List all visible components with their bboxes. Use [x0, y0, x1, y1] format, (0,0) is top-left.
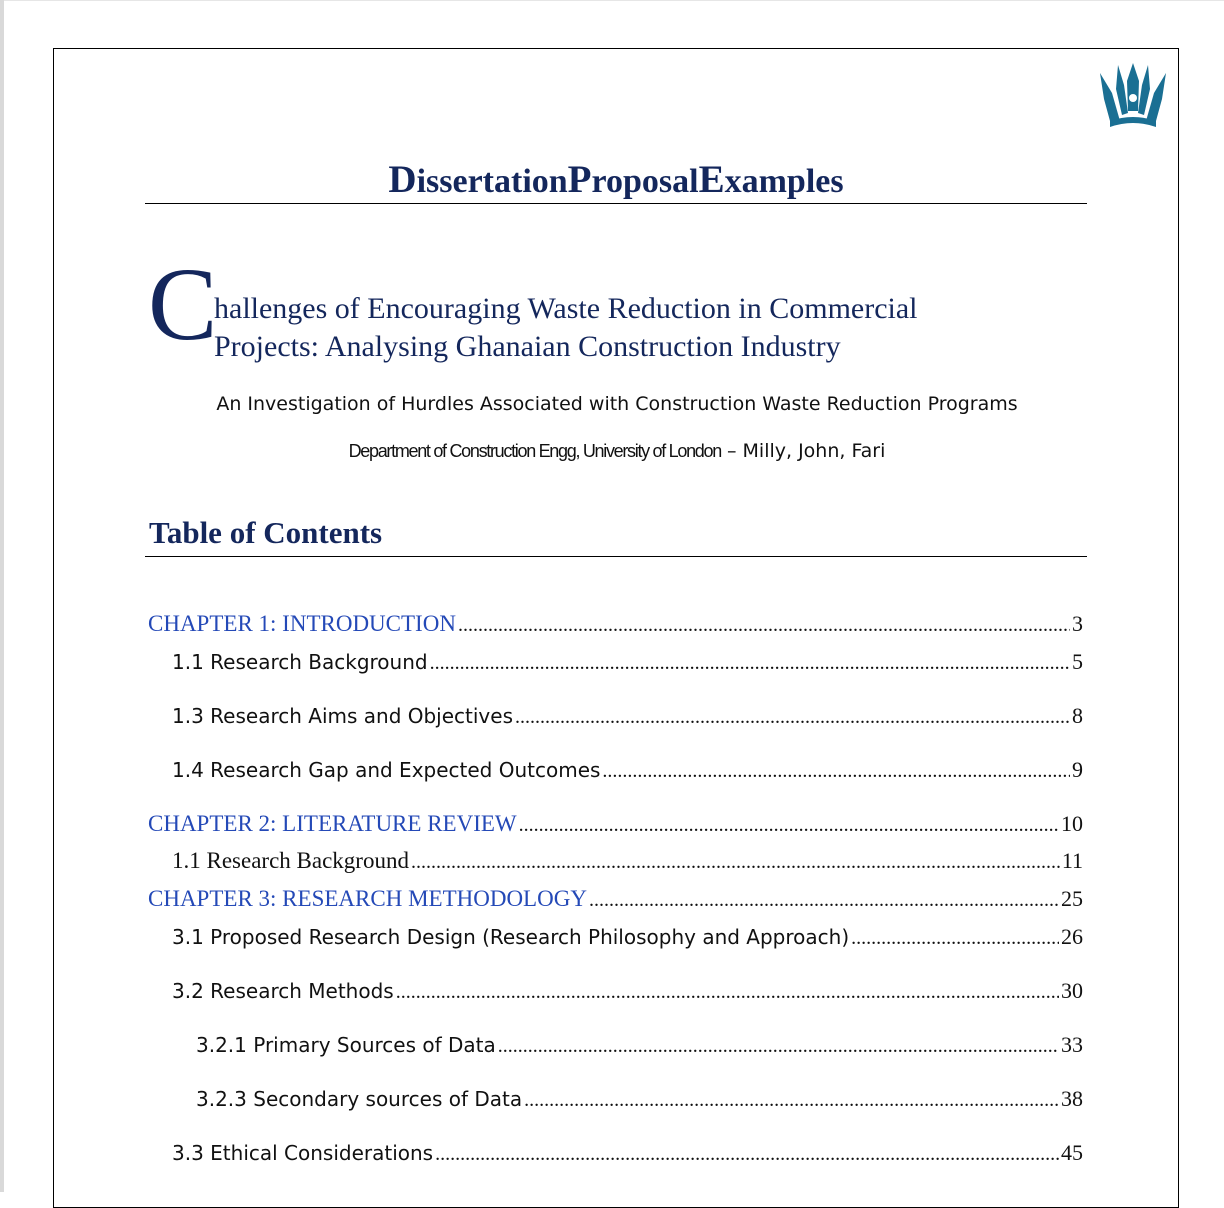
title-cap-p: P — [567, 158, 592, 201]
paper-title-line-2: Projects: Analysing Ghanaian Construction Industry — [214, 330, 841, 363]
toc-entry-label: 1.3 Research Aims and Objectives — [172, 704, 513, 728]
toc-leader-dots — [498, 1035, 1059, 1058]
toc-entry-label: 1.4 Research Gap and Expected Outcomes — [172, 758, 601, 782]
title-word-dissertation: issertation — [416, 163, 568, 200]
toc-entry-page: 45 — [1061, 1140, 1083, 1165]
department: Department of Construction Engg, University of London — [348, 441, 721, 461]
toc-entry-3-2-1[interactable] — [196, 1032, 1083, 1062]
toc-entry-page: 9 — [1072, 757, 1083, 782]
toc-entry-page: 25 — [1061, 886, 1083, 911]
toc-entry-3-1[interactable] — [172, 924, 1083, 954]
toc-leader-dots — [435, 1143, 1059, 1166]
toc-entry-3-3[interactable] — [172, 1140, 1083, 1170]
toc-leader-dots — [519, 814, 1059, 837]
toc-leader-dots — [458, 614, 1070, 637]
toc-entry-page: 30 — [1061, 978, 1083, 1003]
toc-entry-label: 1.1 Research Background — [172, 650, 428, 674]
title-cap-d: D — [388, 158, 417, 201]
paper-title-dropcap: C — [148, 247, 218, 362]
toc-leader-dots — [589, 889, 1059, 912]
toc-entry-label: 1.1 Research Background — [172, 848, 409, 873]
toc-entry-label: CHAPTER 2: LITERATURE REVIEW — [148, 811, 517, 836]
toc-entry-page: 38 — [1061, 1086, 1083, 1111]
toc-entry-1-1[interactable] — [172, 649, 1083, 679]
paper-subtitle: An Investigation of Hurdles Associated with Construction Waste Reduction Programs — [216, 393, 1018, 415]
paper-title-line-1: hallenges of Encouraging Waste Reduction in Commercial — [214, 292, 918, 325]
title-word-proposal: roposal — [591, 163, 699, 200]
toc-heading-text: Table of Contents — [149, 515, 383, 550]
viewer-left-scroll-edge — [0, 0, 4, 1192]
toc-entry-page: 11 — [1061, 848, 1083, 873]
toc-entry-label: 3.1 Proposed Research Design (Research Philosophy and Approach) — [172, 925, 850, 949]
viewer-top-edge — [0, 0, 1224, 1]
toc-entry-page: 3 — [1072, 611, 1083, 636]
toc-entry-page: 33 — [1061, 1032, 1083, 1057]
authors: – Milly, John, Fari — [720, 440, 886, 462]
toc-entry-label: 3.3 Ethical Considerations — [172, 1141, 434, 1165]
toc-leader-dots — [602, 760, 1070, 783]
toc-heading — [145, 515, 1087, 557]
toc-entry-page: 5 — [1072, 649, 1083, 674]
toc-entry-label: CHAPTER 1: INTRODUCTION — [148, 611, 456, 636]
toc-entry-1-3[interactable] — [172, 703, 1083, 733]
toc-entry-3-2-3[interactable] — [196, 1086, 1083, 1116]
toc-entry-3-2[interactable] — [172, 978, 1083, 1008]
toc-leader-dots — [396, 981, 1059, 1004]
toc-leader-dots — [515, 706, 1070, 729]
toc-entry-label: 3.2.1 Primary Sources of Data — [196, 1033, 496, 1057]
toc-entry-chapter-1[interactable] — [148, 611, 1083, 641]
document-title — [145, 145, 1087, 204]
toc-entry-chapter-3[interactable] — [148, 886, 1083, 916]
affiliation-line — [54, 440, 1180, 462]
toc-leader-dots — [430, 652, 1070, 675]
toc-leader-dots — [411, 851, 1060, 874]
title-word-examples: xamples — [724, 163, 844, 200]
toc-entry-1-4[interactable] — [172, 757, 1083, 787]
toc-entry-label: 3.2 Research Methods — [172, 979, 394, 1003]
toc-entry-label: CHAPTER 3: RESEARCH METHODOLOGY — [148, 886, 587, 911]
title-cap-e: E — [698, 158, 725, 201]
document-page — [53, 48, 1179, 1208]
toc-leader-dots — [524, 1089, 1059, 1112]
toc-leader-dots — [851, 927, 1059, 950]
toc-entry-page: 8 — [1072, 703, 1083, 728]
toc-entry-page: 10 — [1061, 811, 1083, 836]
crown-pen-icon — [1098, 63, 1168, 129]
toc-entry-label: 3.2.3 Secondary sources of Data — [196, 1087, 523, 1111]
toc-entry-page: 26 — [1061, 924, 1083, 949]
toc-entry-2-1[interactable] — [172, 848, 1083, 878]
toc-entry-chapter-2[interactable] — [148, 811, 1083, 841]
